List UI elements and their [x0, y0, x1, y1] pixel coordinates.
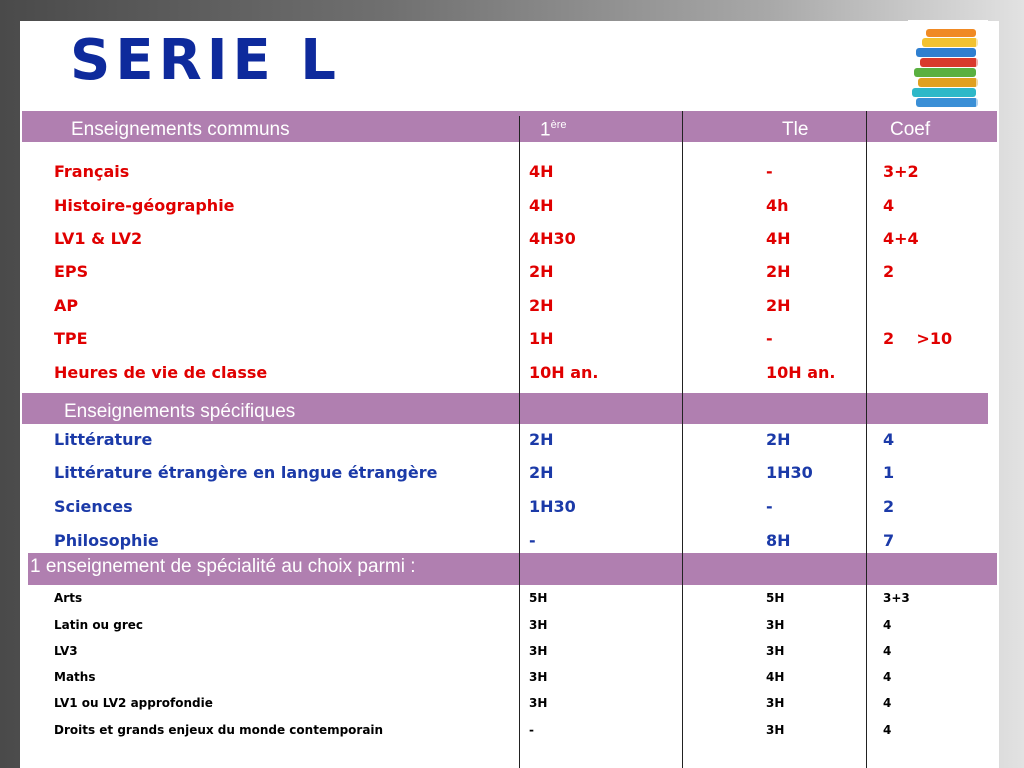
hours-premiere: 2H — [529, 262, 554, 281]
hours-terminale: 10H an. — [766, 363, 836, 382]
coefficient: 4 — [883, 196, 895, 215]
column-header-coef: Coef — [890, 119, 931, 140]
section-header-specialite: 1 enseignement de spécialité au choix parmi : — [30, 556, 416, 577]
column-divider-1 — [519, 116, 520, 768]
coefficient: 4 — [883, 696, 892, 710]
hours-premiere: 3H — [529, 670, 548, 684]
column-divider-3 — [866, 111, 867, 768]
hours-premiere: 4H30 — [529, 229, 576, 248]
coefficient: 3+2 — [883, 162, 919, 181]
hours-premiere: 3H — [529, 644, 548, 658]
coefficient: 2 >10 — [883, 329, 953, 348]
coefficient: 4 — [883, 670, 892, 684]
section-header-specifiques: Enseignements spécifiques — [64, 401, 296, 422]
subject-name: Philosophie — [54, 531, 159, 550]
hours-terminale: - — [766, 329, 773, 348]
hours-premiere: 1H30 — [529, 497, 576, 516]
hours-terminale: 4H — [766, 229, 791, 248]
hours-terminale: 5H — [766, 591, 785, 605]
hours-terminale: 3H — [766, 723, 785, 737]
subject-name: Français — [54, 162, 130, 181]
coefficient: 2 — [883, 497, 895, 516]
hours-terminale: 2H — [766, 296, 791, 315]
hours-premiere: 2H — [529, 430, 554, 449]
subject-name: Histoire-géographie — [54, 196, 235, 215]
column-header-premiere: 1ère — [540, 119, 567, 141]
coefficient: 3+3 — [883, 591, 910, 605]
column-header-terminale: Tle — [782, 119, 809, 140]
hours-premiere: 2H — [529, 463, 554, 482]
hours-terminale: - — [766, 497, 773, 516]
subject-name: Sciences — [54, 497, 133, 516]
books-stack-icon — [906, 20, 988, 112]
hours-premiere: 4H — [529, 162, 554, 181]
hours-terminale: 3H — [766, 696, 785, 710]
hours-premiere: 3H — [529, 696, 548, 710]
subject-name: Arts — [54, 591, 83, 605]
subject-name: Littérature étrangère en langue étrangère — [54, 463, 438, 482]
hours-premiere: 1H — [529, 329, 554, 348]
subject-name: Maths — [54, 670, 96, 684]
subject-name: LV1 ou LV2 approfondie — [54, 696, 213, 710]
coefficient: 4 — [883, 618, 892, 632]
subject-name: Droits et grands enjeux du monde contemporain — [54, 723, 384, 737]
hours-premiere: 10H an. — [529, 363, 599, 382]
page-title: SERIE L — [70, 28, 341, 93]
subject-name: TPE — [54, 329, 88, 348]
specialite-band — [28, 553, 997, 585]
hours-terminale: 8H — [766, 531, 791, 550]
hours-terminale: - — [766, 162, 773, 181]
hours-premiere: - — [529, 531, 536, 550]
hours-terminale: 3H — [766, 618, 785, 632]
specifiques-band — [22, 393, 988, 424]
hours-premiere: - — [529, 723, 534, 737]
subject-name: AP — [54, 296, 79, 315]
subject-name: EPS — [54, 262, 89, 281]
subject-name: Littérature — [54, 430, 153, 449]
header-band — [22, 111, 997, 142]
coefficient: 4 — [883, 644, 892, 658]
coefficient: 4 — [883, 430, 895, 449]
subject-name: Latin ou grec — [54, 618, 144, 632]
subject-name: Heures de vie de classe — [54, 363, 268, 382]
hours-terminale: 4H — [766, 670, 785, 684]
hours-terminale: 2H — [766, 430, 791, 449]
subject-name: LV3 — [54, 644, 78, 658]
coefficient: 1 — [883, 463, 895, 482]
coefficient: 4+4 — [883, 229, 919, 248]
hours-premiere: 2H — [529, 296, 554, 315]
coefficient: 4 — [883, 723, 892, 737]
hours-terminale: 3H — [766, 644, 785, 658]
coefficient: 7 — [883, 531, 895, 550]
section-header-communs: Enseignements communs — [71, 119, 290, 140]
hours-premiere: 3H — [529, 618, 548, 632]
column-divider-2 — [682, 111, 683, 768]
hours-premiere: 5H — [529, 591, 548, 605]
subject-name: LV1 & LV2 — [54, 229, 143, 248]
coefficient: 2 — [883, 262, 895, 281]
hours-terminale: 1H30 — [766, 463, 813, 482]
hours-terminale: 4h — [766, 196, 789, 215]
hours-terminale: 2H — [766, 262, 791, 281]
hours-premiere: 4H — [529, 196, 554, 215]
